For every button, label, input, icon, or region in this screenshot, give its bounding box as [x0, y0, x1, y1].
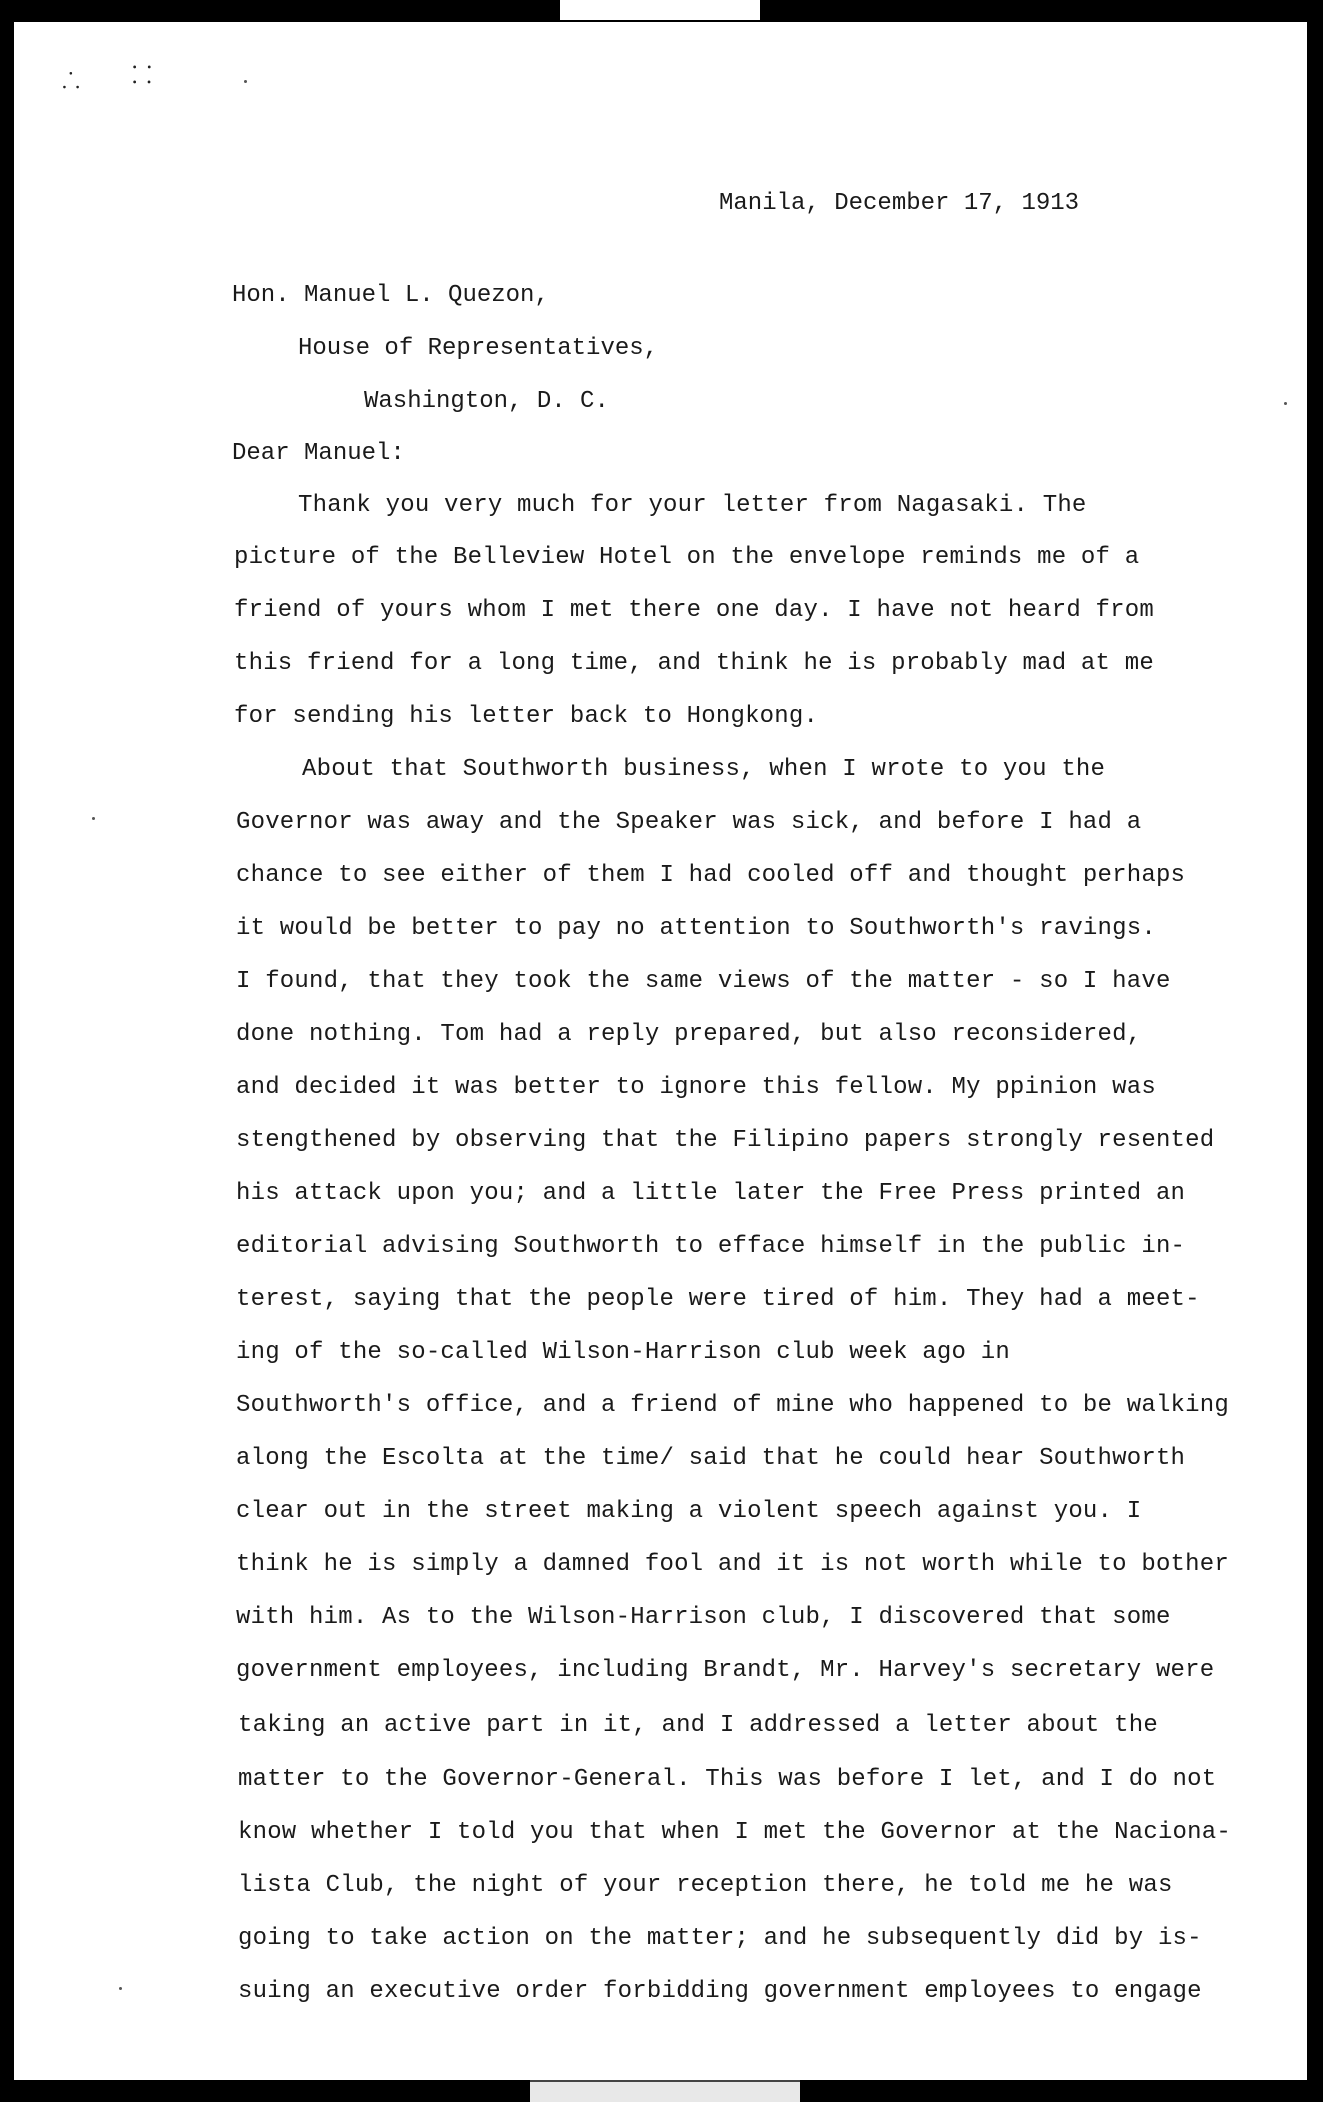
recipient-city: Washington, D. C.: [364, 388, 609, 415]
letter-body-line: clear out in the street making a violent speech against you. I: [236, 1498, 1142, 1525]
letter-body-line: with him. As to the Wilson-Harrison club, I discovered that some: [236, 1604, 1171, 1631]
ink-speck: [244, 80, 247, 83]
letter-dateline: Manila, December 17, 1913: [719, 190, 1080, 217]
letter-body-line: government employees, including Brandt, Mr. Harvey's secretary were: [236, 1657, 1215, 1684]
recipient-office: House of Representatives,: [298, 335, 659, 362]
ink-smudge-mark: ⸫: [62, 70, 81, 95]
letter-body-line: stengthened by observing that the Filipino papers strongly resented: [236, 1127, 1215, 1154]
letter-body-line: Thank you very much for your letter from Nagasaki. The: [298, 492, 1087, 519]
letter-body-line: it would be better to pay no attention to Southworth's ravings.: [236, 915, 1156, 942]
letter-body-line: for sending his letter back to Hongkong.: [234, 703, 819, 730]
letter-body-line: Governor was away and the Speaker was sick, and before I had a: [236, 809, 1142, 836]
letter-page: [14, 22, 1307, 2080]
ink-speck: [119, 1987, 122, 1990]
ink-speck: [1284, 402, 1287, 405]
letter-body-line: editorial advising Southworth to efface himself in the public in-: [236, 1233, 1186, 1260]
letter-body-line: picture of the Belleview Hotel on the envelope reminds me of a: [234, 544, 1140, 571]
letter-body-line: think he is simply a damned fool and it is not worth while to bother: [236, 1551, 1229, 1578]
letter-body-line: terest, saying that the people were tired of him. They had a meet-: [236, 1286, 1200, 1313]
letter-body-line: along the Escolta at the time/ said that he could hear Southworth: [236, 1445, 1186, 1472]
letter-body-line: suing an executive order forbidding government employees to engage: [238, 1978, 1202, 2005]
letter-body-line: friend of yours whom I met there one day. I have not heard from: [234, 597, 1154, 624]
scan-top-edge-tab: [560, 0, 760, 20]
letter-body-line: About that Southworth business, when I wrote to you the: [302, 756, 1106, 783]
letter-body-line: this friend for a long time, and think he is probably mad at me: [234, 650, 1154, 677]
letter-body-line: taking an active part in it, and I addressed a letter about the: [238, 1712, 1158, 1739]
letter-body-line: going to take action on the matter; and he subsequently did by is-: [238, 1925, 1202, 1952]
letter-body-line: ing of the so-called Wilson-Harrison club week ago in: [236, 1339, 1010, 1366]
letter-body-line: matter to the Governor-General. This was before I let, and I do not: [238, 1766, 1217, 1793]
ink-smudge-mark: ⸬: [132, 64, 152, 91]
salutation: Dear Manuel:: [232, 440, 405, 467]
scan-bottom-edge-tab: [530, 2080, 800, 2102]
letter-body-line: know whether I told you that when I met the Governor at the Naciona-: [238, 1819, 1231, 1846]
recipient-name: Hon. Manuel L. Quezon,: [232, 282, 549, 309]
ink-speck: [92, 817, 95, 820]
letter-body-line: lista Club, the night of your reception there, he told me he was: [238, 1872, 1173, 1899]
letter-body-line: I found, that they took the same views of the matter - so I have: [236, 968, 1171, 995]
letter-body-line: his attack upon you; and a little later the Free Press printed an: [236, 1180, 1186, 1207]
letter-body-line: and decided it was better to ignore this fellow. My ppinion was: [236, 1074, 1156, 1101]
letter-body-line: Southworth's office, and a friend of mine who happened to be walking: [236, 1392, 1229, 1419]
letter-body-line: chance to see either of them I had cooled off and thought perhaps: [236, 862, 1186, 889]
letter-body-line: done nothing. Tom had a reply prepared, but also reconsidered,: [236, 1021, 1142, 1048]
